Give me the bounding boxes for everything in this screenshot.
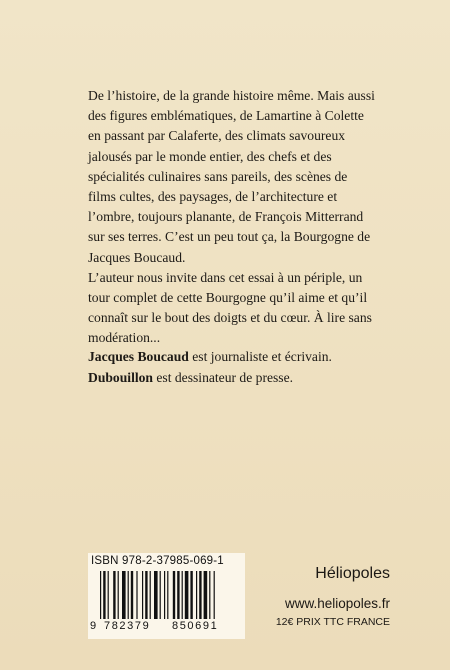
blurb-line: sur ses terres. C’est un peu tout ça, la Bourgogne de <box>88 229 371 245</box>
author-credit <box>88 346 388 367</box>
blurb-line: modération... <box>88 330 161 346</box>
publisher-website: www.heliopoles.fr <box>284 596 390 611</box>
blurb-line: L’auteur nous invite dans cet essai à un périple, un <box>88 269 363 285</box>
barcode-right-digits: 850691 <box>172 620 219 632</box>
blurb-line: jalousés par le monde entier, des chefs et des <box>88 148 332 164</box>
blurb-line: Jacques Boucaud. <box>88 249 186 265</box>
paragraph-2 <box>88 268 388 349</box>
barcode-bar <box>164 571 165 619</box>
barcode-bar <box>103 571 105 619</box>
credits <box>88 346 388 388</box>
barcode-bar <box>142 571 143 619</box>
author-desc: est journaliste et écrivain. <box>188 349 332 364</box>
illustrator-name: Dubouillon <box>88 370 153 385</box>
barcode-bar <box>100 571 101 619</box>
barcode-lead-digit: 9 <box>90 620 98 632</box>
barcode-bar <box>145 571 147 619</box>
illustrator-desc: est dessinateur de presse. <box>152 370 294 385</box>
barcode-bar <box>182 571 183 619</box>
barcode-bar <box>177 571 179 619</box>
blurb-line: connaît sur le bout des doigts et du cœur. À lire sans <box>88 310 372 326</box>
barcode-bar <box>118 571 119 619</box>
price-label: 12€ PRIX TTC FRANCE <box>275 616 390 628</box>
blurb-text <box>88 86 388 349</box>
illustrator-credit <box>88 367 388 388</box>
author-name: Jacques Boucaud <box>88 349 189 364</box>
blurb-line: l’ombre, toujours planante, de François Mitterrand <box>88 209 364 225</box>
publisher-name: Héliopoles <box>315 565 390 582</box>
isbn-label: ISBN 978-2-37985-069-1 <box>91 555 224 567</box>
blurb-line: De l’histoire, de la grande histoire même. Mais aussi <box>88 88 375 103</box>
barcode-bar <box>196 571 197 619</box>
barcode-bar <box>108 571 109 619</box>
barcode-bar <box>154 571 158 619</box>
blurb-line: en passant par Calaferte, des climats savoureux <box>88 128 346 144</box>
barcode-bar <box>204 571 208 619</box>
blurb-line: des figures emblématiques, de Lamartine à Colette <box>88 108 364 124</box>
barcode-bar <box>122 571 126 619</box>
barcode-bar <box>136 571 137 619</box>
barcode-left-digits: 782379 <box>104 620 151 632</box>
blurb-line: films cultes, des paysages, de l’architecture et <box>88 189 338 205</box>
barcode-bar <box>185 571 189 619</box>
barcode-bar <box>160 571 161 619</box>
paragraph-1 <box>88 86 388 268</box>
barcode-bar <box>209 571 210 619</box>
barcode-icon <box>100 571 240 619</box>
barcode-bar <box>150 571 151 619</box>
barcode-bar <box>173 571 175 619</box>
barcode-bar <box>214 571 215 619</box>
barcode-bar <box>113 571 115 619</box>
barcode-bar <box>167 571 168 619</box>
barcode-bar <box>199 571 201 619</box>
barcode-bar <box>190 571 192 619</box>
blurb-line: tour complet de cette Bourgogne qu’il aime et qu’il <box>88 290 368 306</box>
barcode-bar <box>128 571 129 619</box>
barcode-bar <box>131 571 133 619</box>
blurb-line: spécialités culinaires sans pareils, des scènes de <box>88 168 348 184</box>
barcode-box <box>88 553 245 639</box>
